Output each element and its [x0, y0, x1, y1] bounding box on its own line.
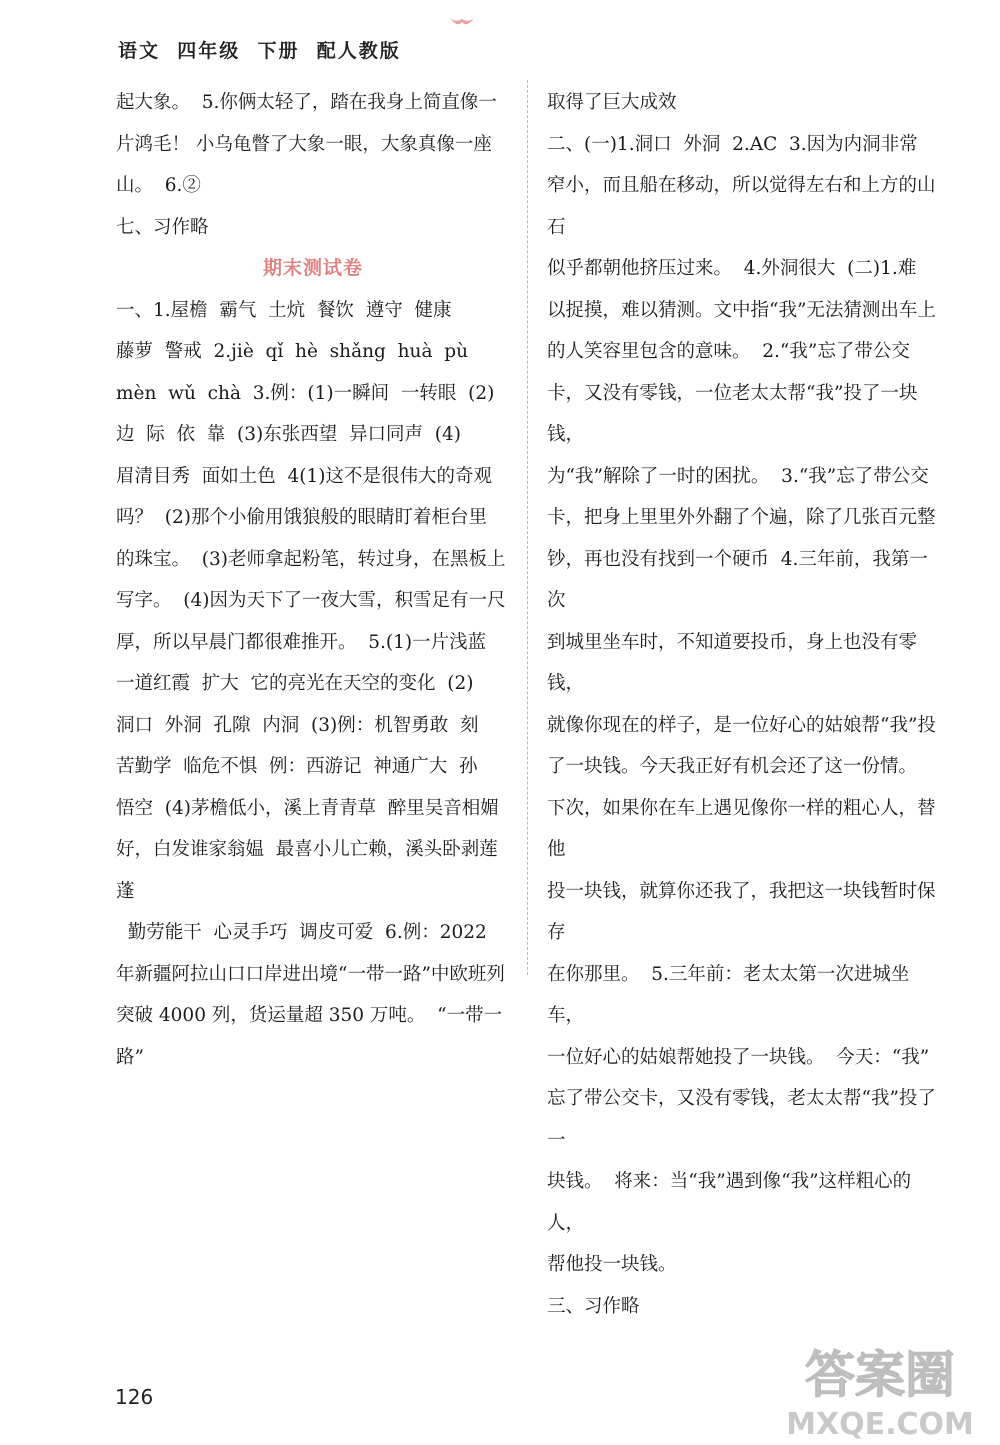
text-line: 窄小，而且船在移动，所以觉得左右和上方的山石 [547, 175, 936, 238]
left-column [116, 82, 510, 1078]
text-line: 在你那里。 5.三年前：老太太第一次进城坐车， [547, 963, 910, 1026]
text-line: 片鸿毛！ 小乌龟瞥了大象一眼，大象真像一座 [116, 133, 492, 155]
text-line: 山。 6.② [116, 175, 201, 196]
text-line: 为“我”解除了一时的困扰。 3.“我”忘了带公交 [547, 465, 929, 487]
column-divider [527, 80, 529, 975]
svg-text:MXQE.COM: MXQE.COM [786, 1407, 974, 1440]
text-line: 三、习作略 [547, 1295, 640, 1317]
text-line: 年新疆阿拉山口口岸进出境“一带一路”中欧班列 [116, 963, 505, 985]
text-line: 吗？ (2)那个小偷用饿狼般的眼睛盯着柜台里 [116, 507, 487, 528]
text-line: mèn wǔ chà 3.例：(1)一瞬间 一转眼 (2) [116, 382, 495, 404]
text-line: 藤萝 警戒 2.jiè qǐ hè shǎng huà pù [116, 341, 469, 362]
text-line: 下次，如果你在车上遇见像你一样的粗心人，替他 [547, 797, 936, 860]
text-line: 突破 4000 列，货运量超 350 万吨。 “一带一路” [116, 1005, 503, 1068]
text-line: 起大象。 5.你俩太轻了，踏在我身上简直像一 [116, 92, 497, 113]
text-line: 帮他投一块钱。 [547, 1254, 677, 1275]
text-line: 写字。 (4)因为天下了一夜大雪，积雪足有一尺 [116, 590, 506, 611]
bird-ornament-icon [448, 14, 476, 30]
section-title: 期末测试卷 [262, 257, 363, 279]
text-line: 一、1.屋檐 霸气 土炕 餐饮 遵守 健康 [116, 299, 452, 321]
text-line: 一位好心的姑娘帮她投了一块钱。 今天：“我” [547, 1046, 930, 1068]
text-line: 眉清目秀 面如土色 4(1)这不是很伟大的奇观 [116, 465, 492, 487]
text-line: 的人笑容里包含的意味。 2.“我”忘了带公交 [547, 341, 910, 362]
text-line: 悟空 (4)茅檐低小，溪上青青草 醉里吴音相媚 [116, 797, 499, 819]
svg-text:答案圈: 答案圈 [805, 1346, 955, 1404]
watermark-logo [772, 1340, 988, 1440]
text-line: 似乎都朝他挤压过来。 4.外洞很大 (二)1.难 [547, 258, 917, 279]
text-line: 二、(一)1.洞口 外洞 2.AC 3.因为内洞非常 [547, 133, 918, 155]
text-line: 钞，再也没有找到一个硬币 4.三年前，我第一次 [547, 548, 928, 611]
text-line: 苦勤学 临危不惧 例：西游记 神通广大 孙 [116, 756, 478, 777]
page-header: 语文 四年级 下册 配人教版 [118, 40, 401, 62]
page-number: 126 [115, 1385, 154, 1409]
text-line: 厚，所以早晨门都很难推开。 5.(1)一片浅蓝 [116, 631, 487, 653]
text-line: 块钱。 将来：当“我”遇到像“我”这样粗心的人， [547, 1171, 912, 1234]
text-line: 的珠宝。 (3)老师拿起粉笔，转过身，在黑板上 [116, 548, 506, 570]
text-line: 一道红霞 扩大 它的亮光在天空的变化 (2) [116, 673, 474, 694]
text-line: 以捉摸，难以猜测。文中指“我”无法猜测出车上 [547, 299, 936, 321]
text-line: 到城里坐车时，不知道要投币，身上也没有零钱， [547, 631, 918, 694]
text-line: 忘了带公交卡，又没有零钱，老太太帮“我”投了一 [547, 1088, 936, 1151]
text-line: 投一块钱，就算你还我了，我把这一块钱暂时保存 [547, 880, 936, 943]
right-column [547, 82, 942, 1327]
text-line: 边 际 依 靠 (3)东张西望 异口同声 (4) [116, 424, 461, 445]
text-line: 七、习作略 [116, 216, 209, 238]
text-line: 卡，把身上里里外外翻了个遍，除了几张百元整 [547, 507, 936, 528]
text-line: 好，白发谁家翁媪 最喜小儿亡赖，溪头卧剥莲蓬 [116, 839, 498, 902]
text-line: 洞口 外洞 孔隙 内洞 (3)例：机智勇敢 刻 [116, 714, 479, 736]
text-line: 卡，又没有零钱，一位老太太帮“我”投了一块钱， [547, 382, 918, 445]
text-line: 取得了巨大成效 [547, 92, 677, 113]
text-line: 了一块钱。今天我正好有机会还了这一份情。 [547, 756, 918, 777]
text-line: 勤劳能干 心灵手巧 调皮可爱 6.例：2022 [116, 922, 487, 943]
text-line: 就像你现在的样子，是一位好心的姑娘帮“我”投 [547, 714, 936, 736]
